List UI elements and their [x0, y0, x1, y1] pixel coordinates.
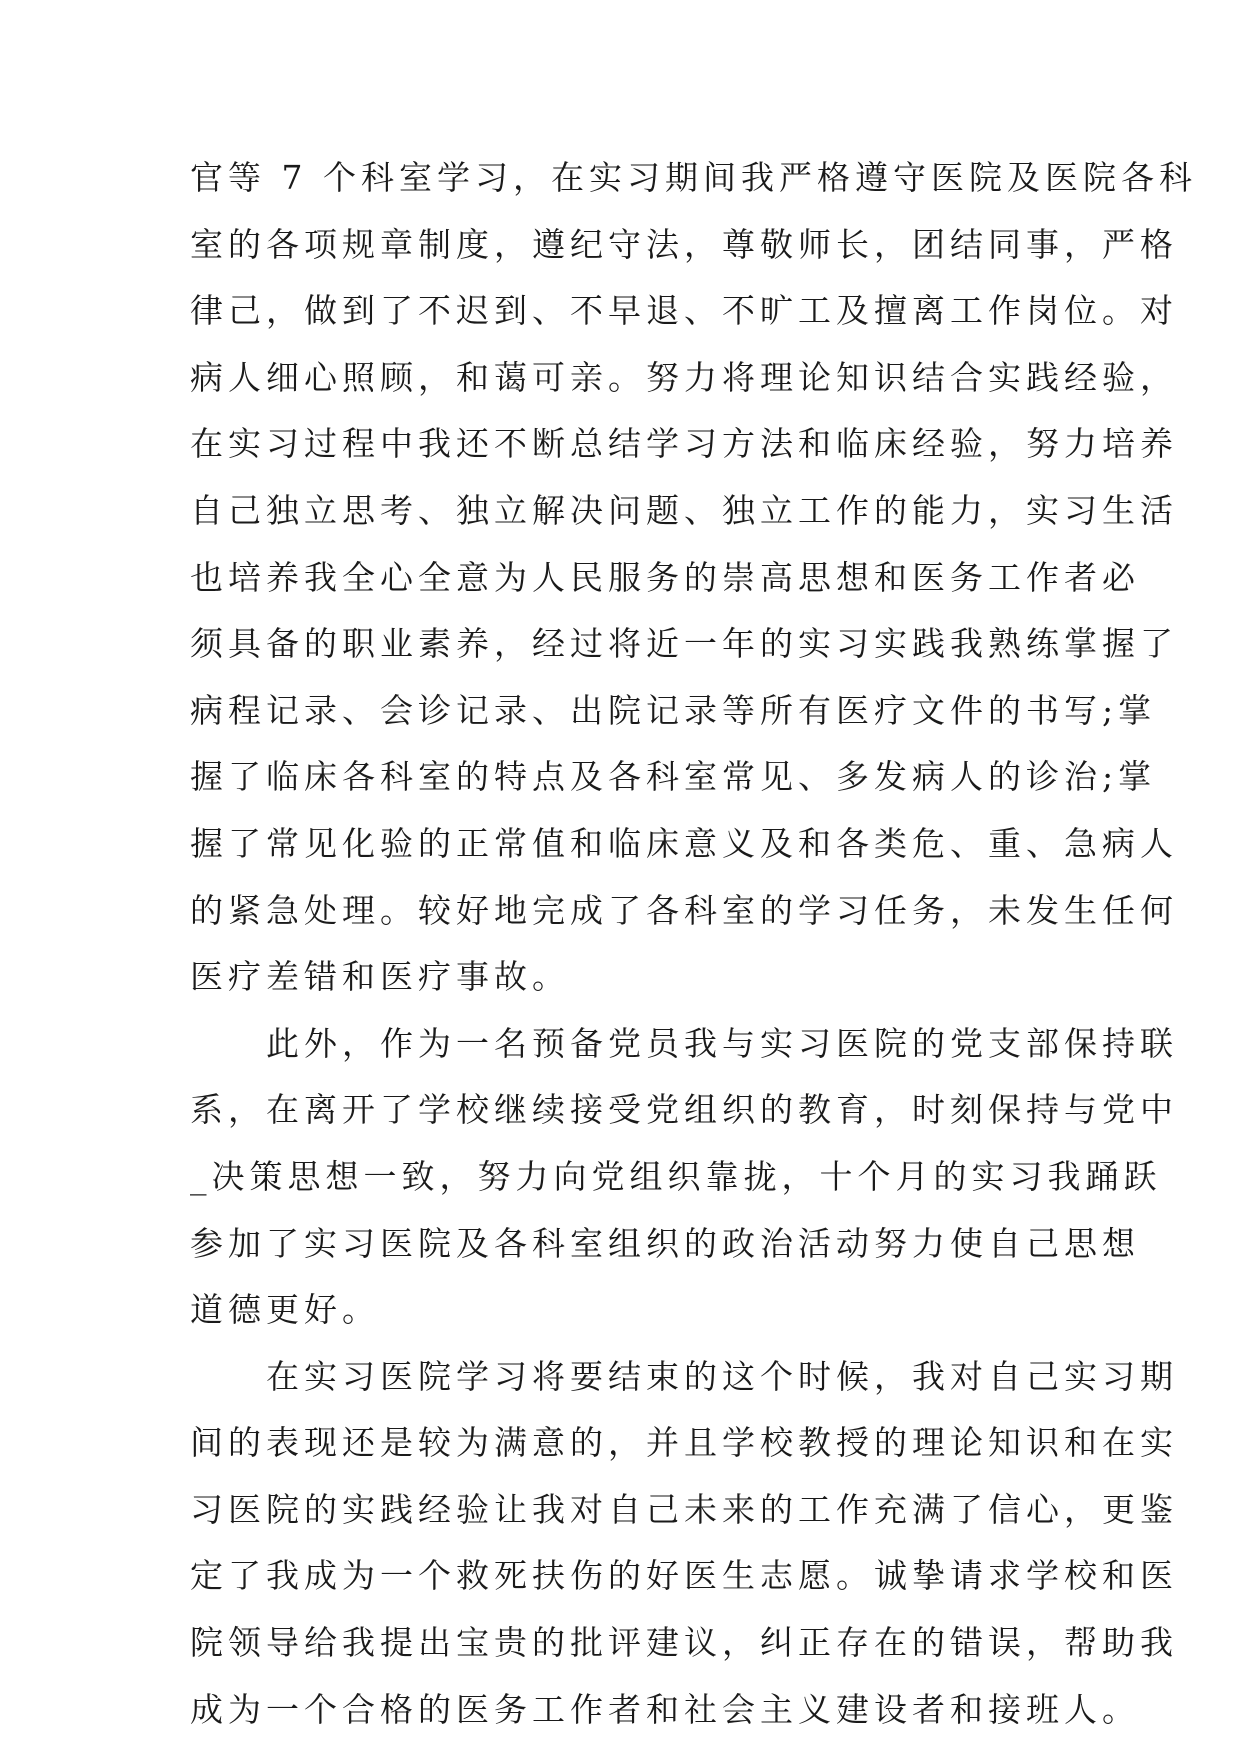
text-line: 自己独立思考、独立解决问题、独立工作的能力，实习生活: [190, 490, 1178, 530]
paragraph-2: [190, 1021, 1178, 1332]
text-line: 间的表现还是较为满意的，并且学校教授的理论知识和在实: [190, 1423, 1178, 1463]
text-line: 在实习过程中我还不断总结学习方法和临床经验，努力培养: [190, 424, 1178, 464]
paragraph-1: [190, 155, 1197, 999]
text-line: 的紧急处理。较好地完成了各科室的学习任务，未发生任何: [190, 890, 1178, 930]
text-line: 也培养我全心全意为人民服务的崇高思想和医务工作者必: [190, 557, 1140, 597]
text-line: 病人细心照顾，和蔼可亲。努力将理论知识结合实践经验，: [190, 357, 1178, 397]
text-line: 成为一个合格的医务工作者和社会主义建设者和接班人。: [190, 1689, 1140, 1729]
text-line: 律己，做到了不迟到、不早退、不旷工及擅离工作岗位。对: [190, 291, 1178, 331]
text-line: 道德更好。: [190, 1290, 380, 1330]
paragraph-3: [190, 1354, 1178, 1732]
text-line: 习医院的实践经验让我对自己未来的工作充满了信心，更鉴: [190, 1489, 1178, 1529]
text-line: _决策思想一致，努力向党组织靠拢，十个月的实习我踊跃: [190, 1156, 1162, 1196]
text-line: 握了临床各科室的特点及各科室常见、多发病人的诊治;掌: [190, 757, 1157, 797]
text-line: 在实习医院学习将要结束的这个时候，我对自己实习期: [190, 1356, 1178, 1396]
text-line: 此外，作为一名预备党员我与实习医院的党支部保持联: [190, 1023, 1178, 1063]
text-line: 室的各项规章制度，遵纪守法，尊敬师长，团结同事，严格: [190, 224, 1178, 264]
text-line: 院领导给我提出宝贵的批评建议，纠正存在的错误，帮助我: [190, 1623, 1178, 1663]
text-line: 定了我成为一个救死扶伤的好医生志愿。诚挚请求学校和医: [190, 1556, 1178, 1596]
text-line: 握了常见化验的正常值和临床意义及和各类危、重、急病人: [190, 823, 1178, 863]
document-body: [190, 155, 1197, 1753]
text-line: 参加了实习医院及各科室组织的政治活动努力使自己思想: [190, 1223, 1140, 1263]
text-line: 医疗差错和医疗事故。: [190, 957, 570, 997]
text-line: 官等 7 个科室学习，在实习期间我严格遵守医院及医院各科: [190, 158, 1197, 197]
text-line: 系，在离开了学校继续接受党组织的教育，时刻保持与党中: [190, 1090, 1178, 1130]
text-line: 须具备的职业素养，经过将近一年的实习实践我熟练掌握了: [190, 624, 1178, 664]
text-line: 病程记录、会诊记录、出院记录等所有医疗文件的书写;掌: [190, 690, 1157, 730]
